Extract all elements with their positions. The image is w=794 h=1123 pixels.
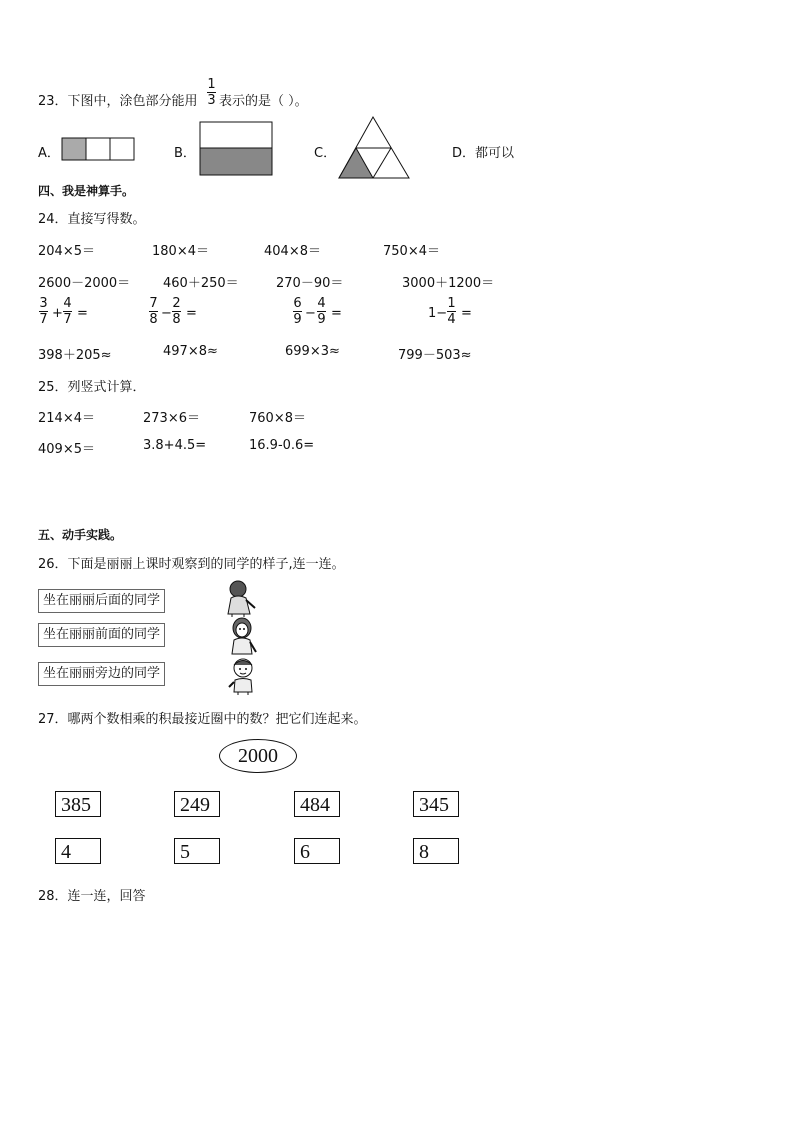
q24-r4-c4: 799－503≈ [398, 348, 472, 363]
section4-title: 四、我是神算手。 [38, 184, 135, 198]
q25-r1-c1: 214×4＝ [38, 411, 95, 426]
section5-title: 五、动手实践。 [38, 528, 123, 542]
q26-card-side[interactable]: 坐在丽丽旁边的同学 [38, 662, 165, 686]
q23-option-d: D．都可以 [452, 146, 515, 161]
q26-card-front[interactable]: 坐在丽丽前面的同学 [38, 623, 165, 647]
q25-title: 25．列竖式计算． [38, 380, 146, 395]
q23-option-c: C． [314, 146, 337, 161]
q27-top-4[interactable]: 345 [413, 791, 459, 817]
q24-r4-c3: 699×3≈ [285, 344, 340, 359]
q24-r2-c4: 3000＋1200＝ [402, 276, 495, 291]
option-a-figure [61, 137, 135, 161]
q23-suffix: 表示的是（ ）。 [219, 94, 308, 109]
q26-card-behind[interactable]: 坐在丽丽后面的同学 [38, 589, 165, 613]
q24-r1-c1: 204×5＝ [38, 244, 95, 259]
q25-r2-c3: 16.9-0.6= [249, 438, 315, 453]
q24-r4-c2: 497×8≈ [163, 344, 218, 359]
q23-prefix: 23．下图中，涂色部分能用 [38, 94, 198, 109]
q25-r2-c2: 3.8+4.5= [143, 438, 207, 453]
q23-fraction [207, 78, 216, 107]
q27-top-1[interactable]: 385 [55, 791, 101, 817]
q27-top-3[interactable]: 484 [294, 791, 340, 817]
q24-title: 24．直接写得数。 [38, 212, 146, 227]
q27-circle-label: 2000 [238, 745, 278, 767]
option-c-figure [337, 115, 411, 180]
q24-r4-c1: 398＋205≈ [38, 348, 112, 363]
q24-r1-c4: 750×4＝ [383, 244, 440, 259]
q24-r2-c2: 460＋250＝ [163, 276, 239, 291]
q23-option-a: A． [38, 146, 60, 161]
q23-frac-den: 3 [207, 93, 216, 108]
option-b-figure [199, 121, 274, 177]
q27-circle-number[interactable] [219, 739, 297, 773]
q28-title: 28．连一连，回答 [38, 889, 146, 904]
q24-r1-c3: 404×8＝ [264, 244, 321, 259]
q23-line [38, 90, 198, 109]
q23-frac-num: 1 [207, 77, 216, 92]
q26-title: 26．下面是丽丽上课时观察到的同学的样子,连一连。 [38, 557, 345, 572]
q27-bottom-4[interactable]: 8 [413, 838, 459, 864]
q27-top-2[interactable]: 249 [174, 791, 220, 817]
q25-r1-c2: 273×6＝ [143, 411, 200, 426]
q27-title: 27．哪两个数相乘的积最接近圈中的数？把它们连起来。 [38, 712, 367, 727]
child-side-icon[interactable] [228, 656, 258, 696]
q27-bottom-1[interactable]: 4 [55, 838, 101, 864]
child-back-icon[interactable] [222, 578, 258, 618]
q24-r1-c2: 180×4＝ [152, 244, 209, 259]
q25-r1-c3: 760×8＝ [249, 411, 306, 426]
q24-r2-c3: 270－90＝ [276, 276, 344, 291]
q27-bottom-2[interactable]: 5 [174, 838, 220, 864]
q27-bottom-3[interactable]: 6 [294, 838, 340, 864]
q25-r2-c1: 409×5＝ [38, 442, 95, 457]
child-front-icon[interactable] [228, 616, 260, 656]
q23-option-b: B． [174, 146, 196, 161]
q24-r2-c1: 2600－2000＝ [38, 276, 131, 291]
